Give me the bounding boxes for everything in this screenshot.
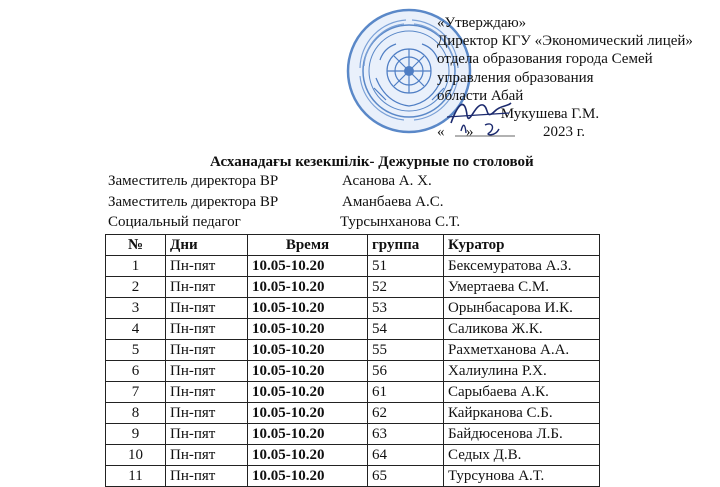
date-close-quote: » — [466, 124, 474, 141]
cell-time: 10.05-10.20 — [248, 403, 368, 424]
cell-number: 11 — [106, 466, 166, 487]
header-time: Время — [248, 235, 368, 256]
cell-number: 8 — [106, 403, 166, 424]
table-row — [106, 319, 600, 340]
cell-curator: Седых Д.В. — [444, 445, 600, 466]
cell-group: 65 — [368, 466, 444, 487]
cell-days: Пн-пят — [166, 298, 248, 319]
cell-number: 6 — [106, 361, 166, 382]
document-title: Асханадағы кезекшілік- Дежурные по столовой — [210, 154, 534, 170]
cell-group: 53 — [368, 298, 444, 319]
cell-curator: Бексемуратова А.З. — [444, 256, 600, 277]
cell-group: 55 — [368, 340, 444, 361]
cell-group: 54 — [368, 319, 444, 340]
cell-group: 64 — [368, 445, 444, 466]
table-row — [106, 256, 600, 277]
cell-group: 61 — [368, 382, 444, 403]
cell-group: 52 — [368, 277, 444, 298]
cell-curator: Кайрканова С.Б. — [444, 403, 600, 424]
cell-group: 63 — [368, 424, 444, 445]
cell-number: 9 — [106, 424, 166, 445]
table-body — [106, 256, 600, 487]
table-row — [106, 466, 600, 487]
cell-time: 10.05-10.20 — [248, 256, 368, 277]
staff-name: Турсынханова С.Т. — [340, 214, 461, 230]
cell-curator: Орынбасарова И.К. — [444, 298, 600, 319]
cell-days: Пн-пят — [166, 466, 248, 487]
cell-curator: Байдюсенова Л.Б. — [444, 424, 600, 445]
cell-time: 10.05-10.20 — [248, 361, 368, 382]
table-row — [106, 277, 600, 298]
staff-role: Заместитель директора ВР — [108, 193, 279, 210]
approval-block — [437, 14, 693, 141]
cell-curator: Саликова Ж.К. — [444, 319, 600, 340]
table-row — [106, 424, 600, 445]
cell-time: 10.05-10.20 — [248, 424, 368, 445]
staff-name: Асанова А. Х. — [342, 173, 432, 189]
cell-time: 10.05-10.20 — [248, 466, 368, 487]
duty-table-container — [105, 234, 599, 484]
date-year: 2023 г. — [543, 124, 585, 141]
handwritten-date — [455, 117, 515, 139]
cell-curator: Умертаева С.М. — [444, 277, 600, 298]
cell-time: 10.05-10.20 — [248, 298, 368, 319]
approval-administration: управления образования — [437, 69, 594, 86]
cell-curator: Рахметханова А.А. — [444, 340, 600, 361]
approval-date-line — [437, 123, 693, 141]
cell-number: 3 — [106, 298, 166, 319]
cell-days: Пн-пят — [166, 361, 248, 382]
header-curator: Куратор — [444, 235, 600, 256]
cell-days: Пн-пят — [166, 256, 248, 277]
cell-number: 10 — [106, 445, 166, 466]
table-row — [106, 403, 600, 424]
cell-number: 7 — [106, 382, 166, 403]
duty-table — [105, 234, 600, 487]
table-row — [106, 340, 600, 361]
table-row — [106, 298, 600, 319]
cell-number: 5 — [106, 340, 166, 361]
approval-heading: «Утверждаю» — [437, 15, 527, 31]
cell-curator: Турсунова А.Т. — [444, 466, 600, 487]
cell-days: Пн-пят — [166, 424, 248, 445]
cell-group: 62 — [368, 403, 444, 424]
header-number: № — [106, 235, 166, 256]
staff-role: Заместитель директора ВР — [108, 173, 279, 189]
cell-number: 1 — [106, 256, 166, 277]
approval-region: области Абай — [437, 87, 524, 104]
approval-department: отдела образования города Семей — [437, 51, 653, 68]
cell-time: 10.05-10.20 — [248, 340, 368, 361]
cell-days: Пн-пят — [166, 403, 248, 424]
staff-name: Аманбаева А.С. — [342, 193, 444, 210]
cell-days: Пн-пят — [166, 340, 248, 361]
table-row — [106, 382, 600, 403]
cell-days: Пн-пят — [166, 319, 248, 340]
table-row — [106, 445, 600, 466]
cell-number: 2 — [106, 277, 166, 298]
cell-curator: Сарыбаева А.К. — [444, 382, 600, 403]
header-group: группа — [368, 235, 444, 256]
cell-days: Пн-пят — [166, 445, 248, 466]
table-header-row — [106, 235, 600, 256]
cell-days: Пн-пят — [166, 277, 248, 298]
approval-director-title: Директор КГУ «Экономический лицей» — [437, 33, 693, 50]
cell-group: 51 — [368, 256, 444, 277]
header-days: Дни — [166, 235, 248, 256]
approval-director-name: Мукушева Г.М. — [500, 105, 600, 122]
staff-role: Социальный педагог — [108, 214, 241, 230]
cell-curator: Халиулина Р.Х. — [444, 361, 600, 382]
cell-number: 4 — [106, 319, 166, 340]
cell-time: 10.05-10.20 — [248, 319, 368, 340]
table-row — [106, 361, 600, 382]
cell-time: 10.05-10.20 — [248, 382, 368, 403]
date-open-quote: « — [437, 124, 445, 141]
cell-time: 10.05-10.20 — [248, 277, 368, 298]
cell-days: Пн-пят — [166, 382, 248, 403]
cell-group: 56 — [368, 361, 444, 382]
cell-time: 10.05-10.20 — [248, 445, 368, 466]
